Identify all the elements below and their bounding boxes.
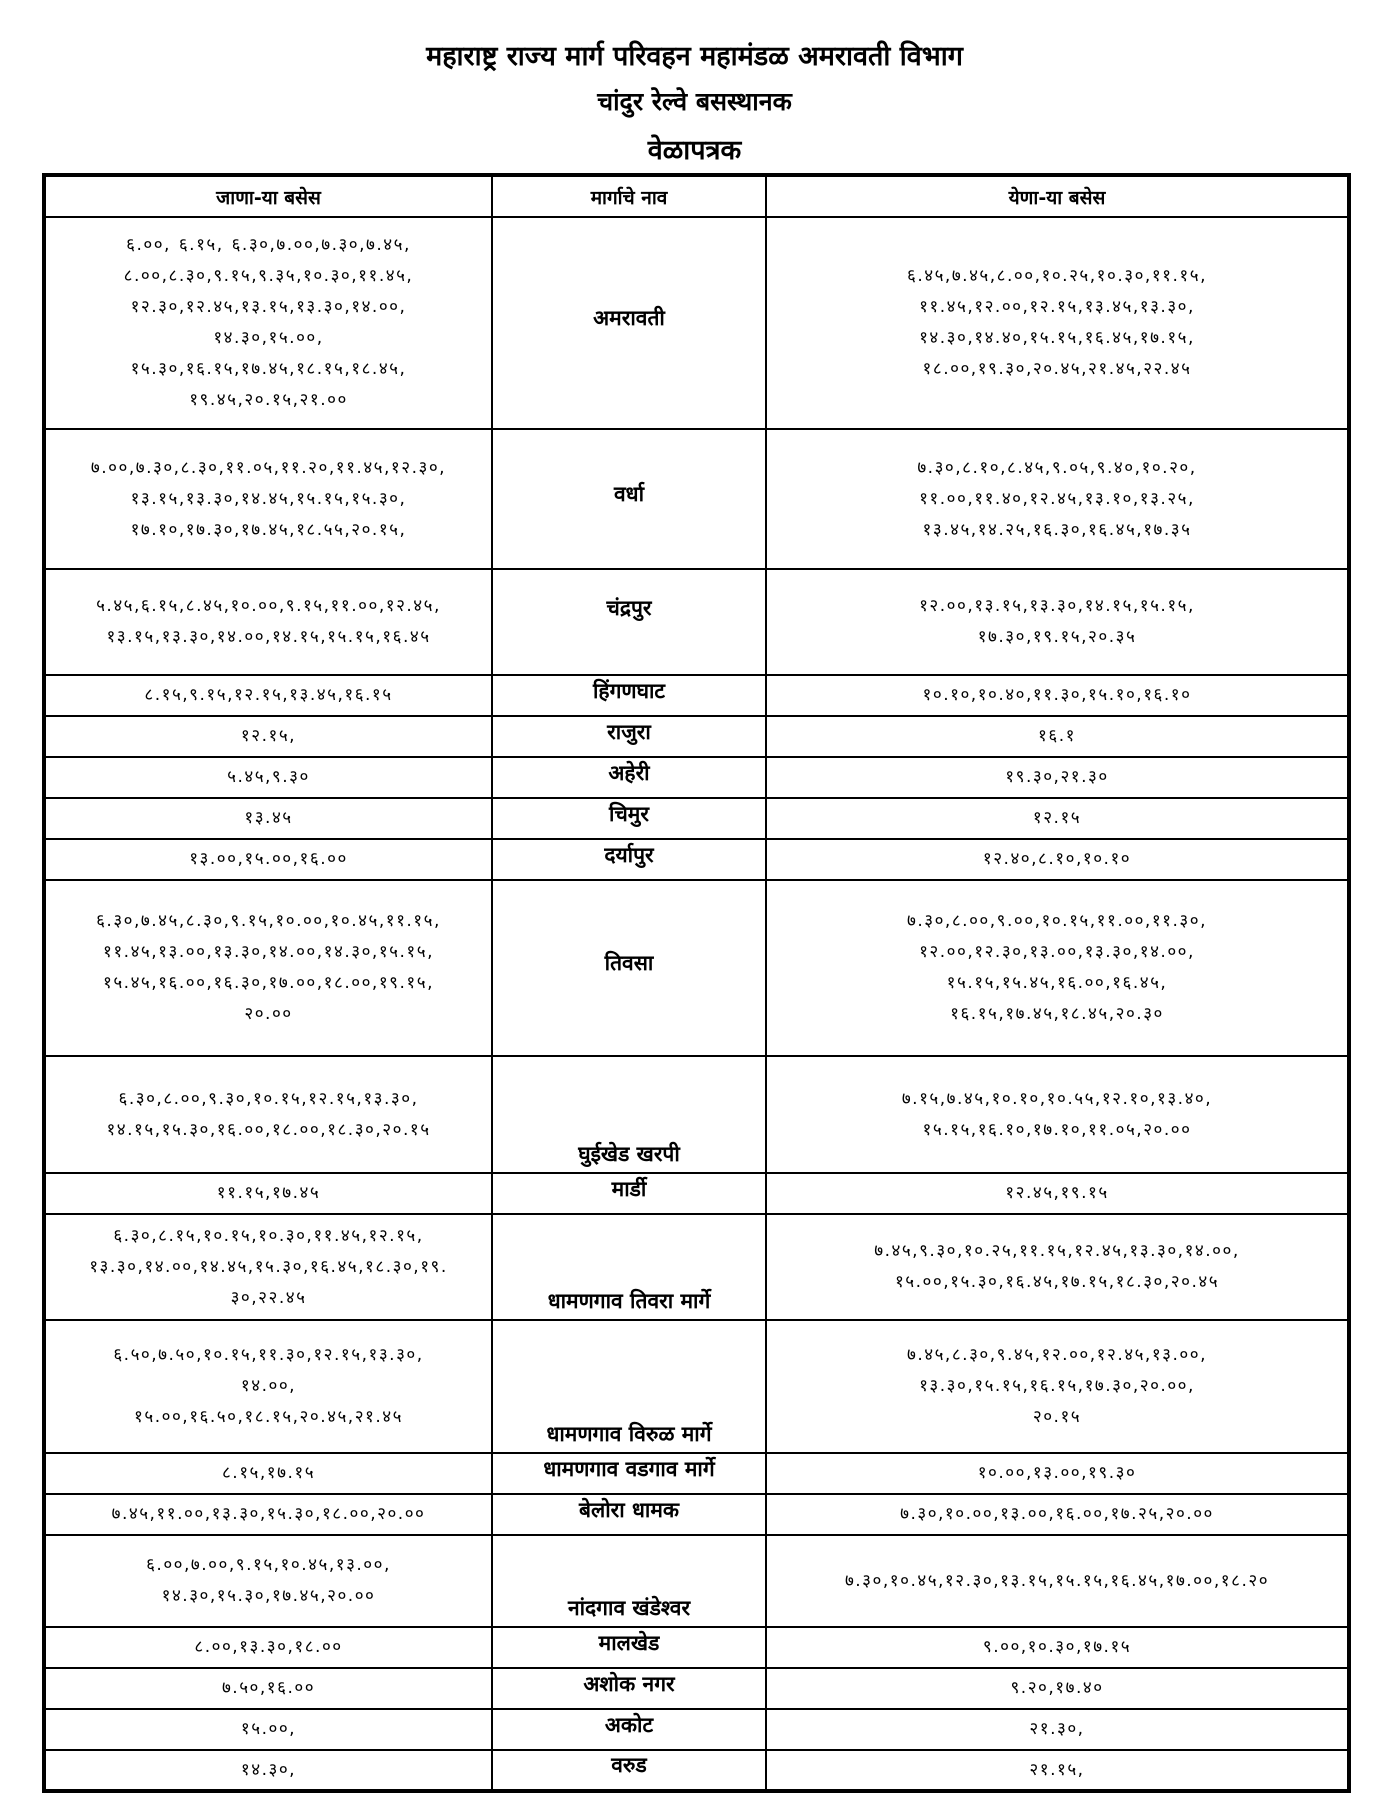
route-name: वर्धा [492,429,766,569]
departure-times [44,1173,492,1214]
arrival-times-line: १९.३०,२१.३० [1005,767,1109,787]
table-row [44,1320,1349,1453]
departure-times-line: ८.००,१३.३०,१८.०० [194,1637,343,1657]
departure-times-line: ७.४५,११.००,१३.३०,१५.३०,१८.००,२०.०० [111,1504,426,1524]
table-row [44,1668,1349,1709]
arrival-times [766,1453,1349,1494]
arrival-times-line: १३.४५,१४.२५,१६.३०,१६.४५,१७.३५ [922,519,1192,540]
route-name: धामणगाव वडगाव मार्गे [492,1453,766,1494]
column-header-arrivals: येणा-या बसेस [766,175,1349,217]
table-row [44,1453,1349,1494]
table-header-row [44,175,1349,217]
departure-times-line: ११.४५,१३.००,१३.३०,१४.००,१४.३०,१५.१५, [102,942,434,962]
departure-times-line: ८.००,८.३०,९.१५,९.३५,१०.३०,११.४५, [123,266,414,286]
table-row [44,1494,1349,1535]
arrival-times-line: ७.१५,७.४५,१०.१०,१०.५५,१२.१०,१३.४०, [901,1088,1213,1109]
departure-times-line: १४.३०,१५.००, [213,328,324,348]
table-row [44,839,1349,880]
arrival-times-line: ११.४५,१२.००,१२.१५,१३.४५,१३.३०, [919,297,1195,317]
arrival-times-line: १०.००,१३.००,१९.३० [977,1463,1137,1483]
route-name: धामणगाव विरुळ मार्गे [492,1320,766,1453]
arrival-times-line: १०.१०,१०.४०,११.३०,१५.१०,१६.१० [922,685,1192,705]
arrival-times-line: १८.००,१९.३०,२०.४५,२१.४५,२२.४५ [922,359,1192,379]
departure-times-line: १३.१५,१३.३०,१४.४५,१५.१५,१५.३०, [130,488,407,509]
arrival-times-line: १२.४०,८.१०,१०.१० [982,849,1132,869]
arrival-times-line: १२.१५ [1032,808,1082,828]
arrival-times [766,1750,1349,1791]
arrival-times-line: ७.४५,८.३०,९.४५,१२.००,१२.४५,१३.००, [907,1345,1207,1365]
arrival-times [766,839,1349,880]
departure-times-line: ११.१५,१७.४५ [216,1183,321,1203]
arrival-times-line: ६.४५,७.४५,८.००,१०.२५,१०.३०,११.१५, [907,266,1207,286]
arrival-times [766,1535,1349,1627]
arrival-times-line: २१.३०, [1029,1719,1085,1739]
departure-times-line: ६.५०,७.५०,१०.१५,११.३०,१२.१५,१३.३०, [113,1345,424,1365]
arrival-times-line: ९.२०,१७.४० [1010,1678,1104,1698]
arrival-times-line: १७.३०,१९.१५,२०.३५ [977,627,1137,647]
table-row [44,217,1349,429]
arrival-times [766,757,1349,798]
departure-times-line: १४.००, [240,1376,297,1396]
arrival-times [766,217,1349,429]
departure-times-line: ५.४५,६.१५,८.४५,१०.००,९.१५,११.००,१२.४५, [96,596,441,616]
route-name: राजुरा [492,716,766,757]
arrival-times-line: १५.१५,१६.१०,१७.१०,११.०५,२०.०० [922,1119,1192,1140]
arrival-times-line: ७.३०,१०.००,१३.००,१६.००,१७.२५,२०.०० [900,1504,1214,1524]
departure-times-line: २०.०० [244,1004,293,1024]
route-name: बेलोरा धामक [492,1494,766,1535]
table-row [44,757,1349,798]
route-name: दर्यापुर [492,839,766,880]
departure-times-line: १७.१०,१७.३०,१७.४५,१८.५५,२०.१५, [130,519,407,540]
departure-times-line: १४.१५,१५.३०,१६.००,१८.००,१८.३०,२०.१५ [106,1119,431,1140]
arrival-times [766,569,1349,675]
departure-times-line: ३०,२२.४५ [230,1287,307,1308]
departure-times-line: ६.००, ६.१५, ६.३०,७.००,७.३०,७.४५, [126,235,411,255]
departure-times-line: ६.३०,७.४५,८.३०,९.१५,१०.००,१०.४५,११.१५, [96,911,441,931]
arrival-times-line: ७.३०,८.१०,८.४५,९.०५,९.४०,१०.२०, [917,457,1197,478]
arrival-times-line: ७.३०,१०.४५,१२.३०,१३.१५,१५.१५,१६.४५,१७.००,१८.२० [844,1570,1270,1591]
departure-times-line: १५.००,१६.५०,१८.१५,२०.४५,२१.४५ [134,1407,403,1427]
route-name: घुईखेड खरपी [492,1056,766,1173]
arrival-times-line: १२.००,१३.१५,१३.३०,१४.१५,१५.१५, [919,596,1195,616]
timetable [42,173,1351,1793]
table-row [44,1056,1349,1173]
arrival-times-line: १२.००,१२.३०,१३.००,१३.३०,१४.००, [919,942,1195,962]
arrival-times-line: १६.१ [1038,726,1076,746]
departure-times-line: ६.००,७.००,९.१५,१०.४५,१३.००, [146,1555,391,1575]
arrival-times-line: ७.३०,८.००,९.००,१०.१५,११.००,११.३०, [907,911,1207,931]
arrival-times [766,1173,1349,1214]
table-row [44,1709,1349,1750]
route-name: चिमुर [492,798,766,839]
arrival-times-line: ११.००,११.४०,१२.४५,१३.१०,१३.२५, [919,488,1195,509]
route-name: मालखेड [492,1627,766,1668]
departure-times [44,798,492,839]
route-name: वरुड [492,1750,766,1791]
table-row [44,1750,1349,1791]
table-row [44,429,1349,569]
timetable-body [44,217,1349,1791]
departure-times-line: १३.३०,१४.००,१४.४५,१५.३०,१६.४५,१८.३०,१९. [89,1256,448,1277]
departure-times-line: ६.३०,८.००,९.३०,१०.१५,१२.१५,१३.३०, [118,1088,419,1109]
arrival-times-line: १६.१५,१७.४५,१८.४५,२०.३० [950,1004,1164,1024]
arrival-times-line: १२.४५,१९.१५ [1005,1183,1109,1203]
departure-times-line: १४.३०,१५.३०,१७.४५,२०.०० [161,1586,376,1606]
page-title: महाराष्ट्र राज्य मार्ग परिवहन महामंडळ अमरावती विभाग [426,41,963,72]
route-name: नांदगाव खंडेश्वर [492,1535,766,1627]
departure-times-line: १३.००,१५.००,१६.०० [189,849,348,869]
arrival-times-line: ९.००,१०.३०,१७.१५ [982,1637,1132,1657]
departure-times-line: ७.५०,१६.०० [221,1678,316,1698]
departure-times-line: ५.४५,९.३० [227,767,310,787]
arrival-times [766,429,1349,569]
departure-times [44,1668,492,1709]
column-header-route: मार्गाचे नाव [492,175,766,217]
departure-times [44,839,492,880]
route-name: धामणगाव तिवरा मार्गे [492,1214,766,1320]
route-name: अशोक नगर [492,1668,766,1709]
arrival-times [766,716,1349,757]
departure-times-line: १२.३०,१२.४५,१३.१५,१३.३०,१४.००, [130,297,407,317]
departure-times-line: ८.१५,१७.१५ [221,1463,316,1483]
route-name: अमरावती [492,217,766,429]
table-row [44,1214,1349,1320]
arrival-times-line: ७.४५,९.३०,१०.२५,११.१५,१२.४५,१३.३०,१४.००, [874,1241,1240,1261]
departure-times [44,1453,492,1494]
departure-times [44,716,492,757]
arrival-times [766,1709,1349,1750]
route-name: चंद्रपुर [492,569,766,675]
table-row [44,798,1349,839]
table-row [44,569,1349,675]
route-name: हिंगणघाट [492,675,766,716]
arrival-times [766,798,1349,839]
departure-times-line: १४.३०, [240,1759,297,1780]
departure-times [44,675,492,716]
departure-times [44,429,492,569]
arrival-times [766,1056,1349,1173]
timetable-heading: वेळापत्रक [647,135,742,166]
table-row [44,716,1349,757]
departure-times [44,1627,492,1668]
departure-times-line: ८.१५,९.१५,१२.१५,१३.४५,१६.१५ [144,685,393,705]
route-name: तिवसा [492,880,766,1056]
departure-times-line: १३.४५ [244,808,293,828]
departure-times [44,1320,492,1453]
table-row [44,1627,1349,1668]
table-row [44,675,1349,716]
departure-times-line: १५.४५,१६.००,१६.३०,१७.००,१८.००,१९.१५, [102,973,434,993]
departure-times [44,757,492,798]
departure-times-line: १२.१५, [240,726,297,746]
departure-times [44,1709,492,1750]
departure-times [44,880,492,1056]
table-row [44,880,1349,1056]
arrival-times-line: १३.३०,१५.१५,१६.१५,१७.३०,२०.००, [919,1376,1195,1396]
departure-times-line: ७.००,७.३०,८.३०,११.०५,११.२०,११.४५,१२.३०, [90,457,447,478]
table-row [44,1173,1349,1214]
departure-times [44,1056,492,1173]
departure-times [44,1214,492,1320]
departure-times-line: ६.३०,८.१५,१०.१५,१०.३०,११.४५,१२.१५, [113,1225,424,1246]
route-name: अहेरी [492,757,766,798]
departure-times-line: १९.४५,२०.१५,२१.०० [189,390,348,410]
arrival-times-line: १५.१५,१५.४५,१६.००,१६.४५, [946,973,1168,993]
route-name: मार्डी [492,1173,766,1214]
arrival-times-line: १४.३०,१४.४०,१५.१५,१६.४५,१७.१५, [919,328,1195,348]
arrival-times-line: २१.१५, [1029,1759,1085,1780]
departure-times [44,1750,492,1791]
departure-times-line: १५.३०,१६.१५,१७.४५,१८.१५,१८.४५, [130,359,407,379]
bus-station-name: चांदुर रेल्वे बसस्थानक [597,87,792,116]
column-header-departures: जाणा-या बसेस [44,175,492,217]
departure-times [44,1535,492,1627]
arrival-times [766,1627,1349,1668]
departure-times-line: १५.००, [240,1719,297,1739]
departure-times [44,1494,492,1535]
arrival-times [766,1668,1349,1709]
arrival-times [766,1214,1349,1320]
arrival-times [766,880,1349,1056]
arrival-times [766,675,1349,716]
departure-times [44,217,492,429]
arrival-times [766,1320,1349,1453]
departure-times-line: १३.१५,१३.३०,१४.००,१४.१५,१५.१५,१६.४५ [106,627,431,647]
departure-times [44,569,492,675]
arrival-times-line: १५.००,१५.३०,१६.४५,१७.१५,१८.३०,२०.४५ [894,1272,1220,1292]
arrival-times [766,1494,1349,1535]
table-row [44,1535,1349,1627]
arrival-times-line: २०.१५ [1032,1407,1082,1427]
route-name: अकोट [492,1709,766,1750]
